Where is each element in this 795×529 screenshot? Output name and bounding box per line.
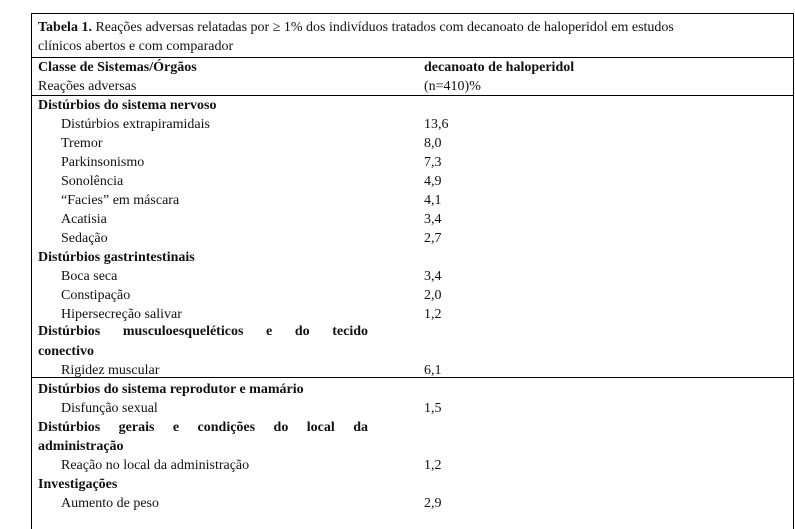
reaction-label: Parkinsonismo [61, 155, 145, 170]
reaction-label: Sedação [61, 231, 108, 246]
column-subheader-reactions: Reações adversas [38, 79, 137, 94]
reaction-value: 2,7 [424, 231, 442, 246]
table-caption-line1 [38, 18, 674, 37]
class-label-continued: conectivo [38, 344, 94, 359]
reaction-label: Boca seca [61, 269, 118, 284]
reaction-label: Aumento de peso [61, 496, 159, 511]
class-label: Distúrbios gerais e condições do local da [38, 420, 368, 435]
table-frame [31, 13, 794, 529]
reaction-label: Hipersecreção salivar [61, 307, 182, 322]
reaction-value: 13,6 [424, 117, 449, 132]
reaction-value: 1,5 [424, 401, 442, 416]
class-label: Distúrbios gastrintestinais [38, 250, 195, 265]
caption-label: Tabela 1. [38, 20, 92, 35]
reaction-value: 4,9 [424, 174, 442, 189]
reaction-value: 1,2 [424, 458, 442, 473]
reaction-label: Disfunção sexual [61, 401, 158, 416]
class-label: Distúrbios do sistema reprodutor e mamário [38, 382, 304, 397]
column-header-drug: decanoato de haloperidol [424, 60, 575, 75]
reaction-value: 8,0 [424, 136, 442, 151]
reaction-label: Sonolência [61, 174, 124, 189]
table-caption-line2: clínicos abertos e com comparador [38, 39, 234, 54]
reaction-value: 3,4 [424, 212, 442, 227]
reaction-value: 7,3 [424, 155, 442, 170]
caption-text: Reações adversas relatadas por ≥ 1% dos indivíduos tratados com decanoato de haloperidol em estudos [91, 20, 674, 35]
reaction-label: “Facies” em máscara [61, 193, 180, 208]
reaction-value: 2,9 [424, 496, 442, 511]
reaction-value: 3,4 [424, 269, 442, 284]
class-label: Distúrbios musculoesqueléticos e do tecido [38, 324, 368, 339]
class-label: Investigações [38, 477, 118, 492]
reaction-value: 1,2 [424, 307, 442, 322]
reaction-label: Acatisia [61, 212, 107, 227]
reaction-label: Constipação [61, 288, 131, 303]
column-subheader-n: (n=410)% [424, 79, 481, 94]
reaction-label: Tremor [61, 136, 103, 151]
reaction-value: 6,1 [424, 363, 442, 378]
reaction-label: Reação no local da administração [61, 458, 250, 473]
class-label: Distúrbios do sistema nervoso [38, 98, 217, 113]
reaction-value: 2,0 [424, 288, 442, 303]
column-header-class: Classe de Sistemas/Órgãos [38, 60, 197, 75]
reaction-value: 4,1 [424, 193, 442, 208]
reaction-label: Distúrbios extrapiramidais [61, 117, 210, 132]
reaction-label: Rigidez muscular [61, 363, 160, 378]
class-label-continued: administração [38, 439, 124, 454]
